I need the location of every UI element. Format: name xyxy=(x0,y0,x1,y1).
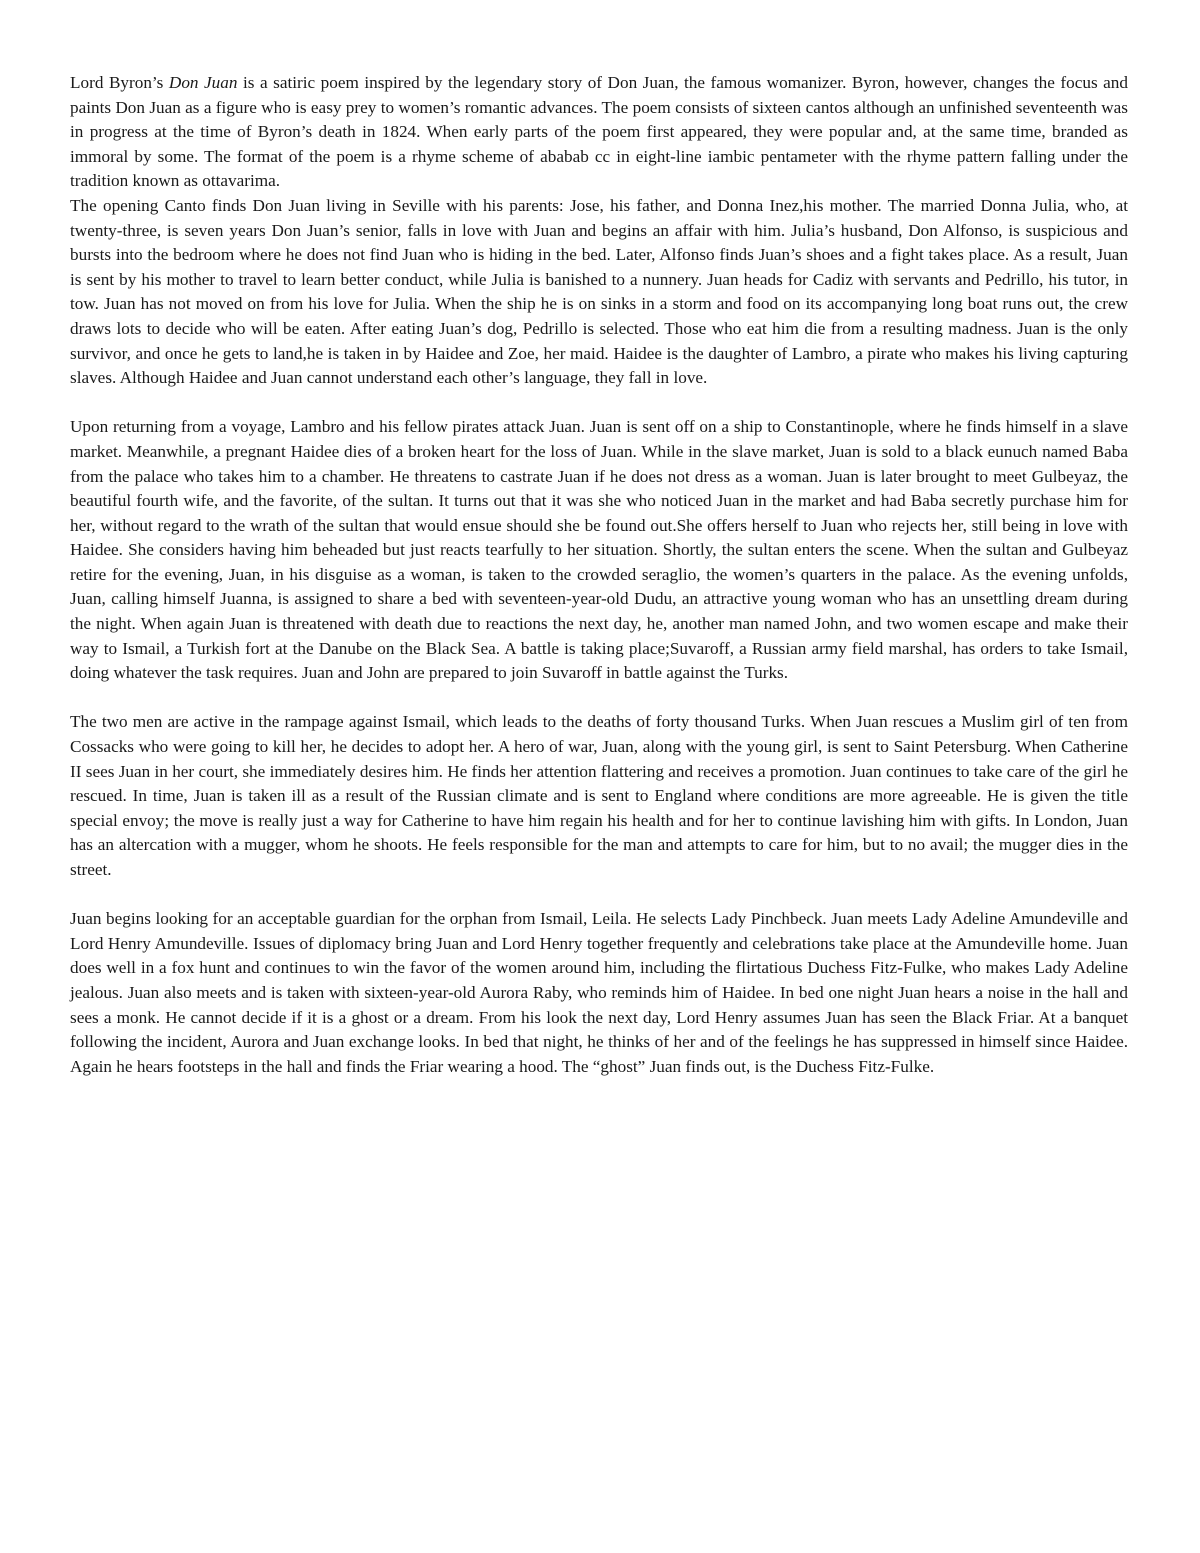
paragraph-slave-market: Upon returning from a voyage, Lambro and his fellow pirates attack Juan. Juan is sent off on a ship to Constantinople, where he finds himself in a slave market. Meanwhile, a pregnant Haidee dies of a broken heart for the loss of Juan. While in the slave market, Juan is sold to a black eunuch named Baba from the palace who takes him to a chamber. He threatens to castrate Juan if he does not dress as a woman. Juan is later brought to meet Gulbeyaz, the beautiful fourth wife, and the favorite, of the sultan. It turns out that it was she who noticed Juan in the market and had Baba secretly purchase him for her, without regard to the wrath of the sultan that would ensue should she be found out.She offers herself to Juan who rejects her, still being in love with Haidee. She considers having him beheaded but just reacts tearfully to her situation. Shortly, the sultan enters the scene. When the sultan and Gulbeyaz retire for the evening, Juan, in his disguise as a woman, is taken to the crowded seraglio, the women’s quarters in the palace. As the evening unfolds, Juan, calling himself Juanna, is assigned to share a bed with seventeen-year-old Dudu, an attractive young woman who has an unsettling dream during the night. When again Juan is threatened with death due to reactions the next day, he, another man named John, and two women escape and make their way to Ismail, a Turkish fort at the Danube on the Black Sea. A battle is taking place;Suvaroff, a Russian army field marshal, has orders to take Ismail, doing whatever the task requires. Juan and John are prepared to join Suvaroff in battle against the Turks. xyxy=(70,417,1128,683)
document-page xyxy=(70,71,1128,1079)
paragraph-opening-canto: The opening Canto finds Don Juan living in Seville with his parents: Jose, his father, and Donna Inez,his mother. The married Donna Julia, who, at twenty-three, is seven years Don Juan’s senior, falls in love with Juan and begins an affair with him. Julia’s husband, Don Alfonso, is suspicious and bursts into the bedroom where he does not find Juan who is hiding in the bed. Later, Alfonso finds Juan’s shoes and a fight takes place. As a result, Juan is sent by his mother to travel to learn better conduct, while Julia is banished to a nunnery. Juan heads for Cadiz with servants and Pedrillo, his tutor, in tow. Juan has not moved on from his love for Julia. When the ship he is on sinks in a storm and food on its accompanying long boat runs out, the crew draws lots to decide who will be eaten. After eating Juan’s dog, Pedrillo is selected. Those who eat him die from a resulting madness. Juan is the only survivor, and once he gets to land,he is taken in by Haidee and Zoe, her maid. Haidee is the daughter of Lambro, a pirate who makes his living capturing slaves. Although Haidee and Juan cannot understand each other’s language, they fall in love. xyxy=(70,195,1128,388)
intro-prefix: Lord Byron’s xyxy=(70,73,169,92)
paragraph-ismail-russia: The two men are active in the rampage against Ismail, which leads to the deaths of forty thousand Turks. When Juan rescues a Muslim girl of ten from Cossacks who were going to kill her, he decides to adopt her. A hero of war, Juan, along with the young girl, is sent to Saint Petersburg. When Catherine II sees Juan in her court, she immediately desires him. He finds her attention flattering and receives a promotion. Juan continues to take care of the girl he rescued. In time, Juan is taken ill as a result of the Russian climate and is sent to England where conditions are more agreeable. He is given the title special envoy; the move is really just a way for Catherine to have him regain his health and for her to continue lavishing him with gifts. In London, Juan has an altercation with a mugger, whom he shoots. He feels responsible for the man and attempts to care for him, but to no avail; the mugger dies in the street. xyxy=(70,712,1128,879)
intro-text: is a satiric poem inspired by the legendary story of Don Juan, the famous womanizer. Byron, however, changes the focus and paints Don Juan as a figure who is easy prey to women’s romantic advances. The poem consists of sixteen cantos although an unfinished seventeenth was in progress at the time of Byron’s death in 1824. When early parts of the poem first appeared, they were popular and, at the same time, branded as immoral by some. The format of the poem is a rhyme scheme of ababab cc in eight-line iambic pentameter with the rhyme pattern falling under the tradition known as ottavarima. xyxy=(70,73,1128,191)
poem-title: Don Juan xyxy=(168,73,238,92)
paragraph-introduction xyxy=(70,71,1128,194)
paragraph-england: Juan begins looking for an acceptable guardian for the orphan from Ismail, Leila. He selects Lady Pinchbeck. Juan meets Lady Adeline Amundeville and Lord Henry Amundeville. Issues of diplomacy bring Juan and Lord Henry together frequently and celebrations take place at the Amundeville home. Juan does well in a fox hunt and continues to win the favor of the women around him, including the flirtatious Duchess Fitz-Fulke, who makes Lady Adeline jealous. Juan also meets and is taken with sixteen-year-old Aurora Raby, who reminds him of Haidee. In bed one night Juan hears a noise in the hall and sees a monk. He cannot decide if it is a ghost or a dream. From his look the next day, Lord Henry assumes Juan has seen the Black Friar. At a banquet following the incident, Aurora and Juan exchange looks. In bed that night, he thinks of her and of the feelings he has suppressed in himself since Haidee. Again he hears footsteps in the hall and finds the Friar wearing a hood. The “ghost” Juan finds out, is the Duchess Fitz-Fulke. xyxy=(70,909,1128,1076)
